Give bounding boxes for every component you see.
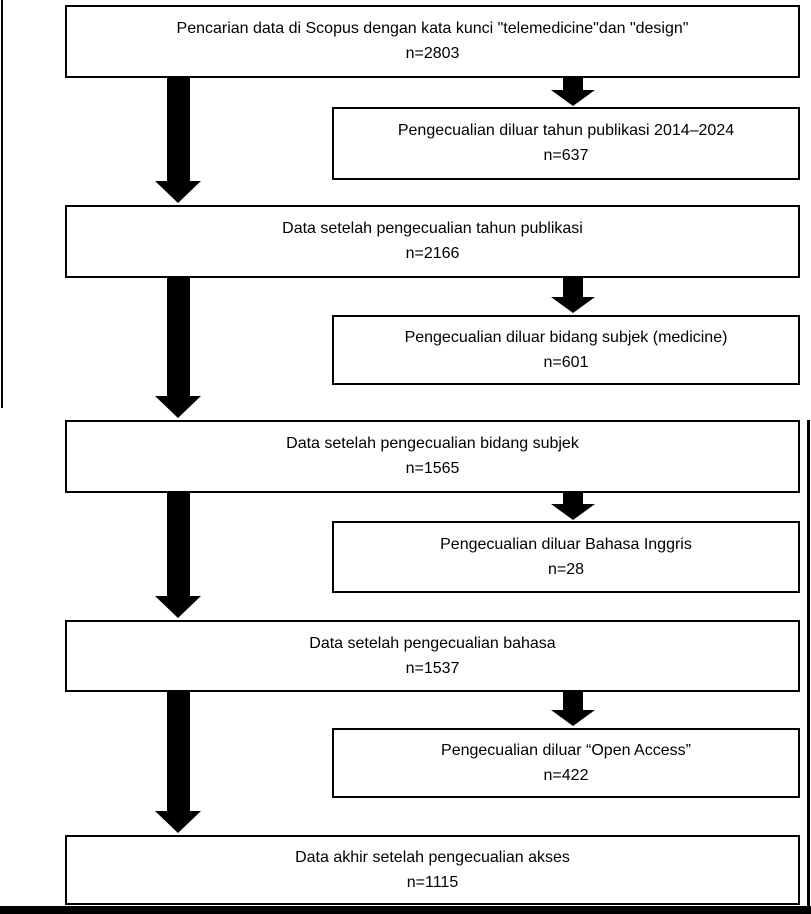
flow-box-count: n=2803 bbox=[405, 45, 460, 63]
down-arrow-main-1 bbox=[155, 78, 201, 203]
arrow-shaft bbox=[167, 493, 190, 596]
arrow-shaft bbox=[167, 278, 190, 396]
flow-box-count: n=1565 bbox=[405, 460, 460, 478]
flow-box-after-year bbox=[65, 205, 800, 278]
flow-box-after-subject bbox=[65, 420, 800, 493]
flow-box-label: Data akhir setelah pengecualian akses bbox=[295, 848, 570, 866]
flow-box-label: Pengecualian diluar Bahasa Inggris bbox=[440, 535, 692, 553]
flow-box-label: Pengecualian diluar tahun publikasi 2014–2024 bbox=[397, 122, 735, 139]
flow-box-after-language bbox=[65, 620, 800, 692]
flow-box-exclusion-language bbox=[332, 521, 800, 593]
down-arrow-exclusion-1 bbox=[551, 78, 595, 106]
arrow-head bbox=[155, 396, 201, 418]
flow-box-exclusion-subject bbox=[332, 315, 800, 385]
arrow-head bbox=[551, 297, 595, 313]
flow-box-label: Data setelah pengecualian bidang subjek bbox=[286, 435, 579, 452]
flow-box-final bbox=[65, 835, 800, 905]
flow-box-label: Pencarian data di Scopus dengan kata kunci "telemedicine"dan "design" bbox=[176, 20, 689, 37]
flow-box-exclusion-access bbox=[332, 728, 800, 798]
flow-box-count: n=601 bbox=[543, 353, 589, 371]
arrow-head bbox=[155, 811, 201, 833]
arrow-head bbox=[155, 181, 201, 203]
down-arrow-main-2 bbox=[155, 278, 201, 418]
flow-box-count: n=1537 bbox=[405, 659, 460, 677]
arrow-shaft bbox=[167, 78, 190, 181]
flow-box-exclusion-year bbox=[332, 107, 800, 180]
arrow-head bbox=[155, 596, 201, 618]
flow-box-count: n=637 bbox=[543, 147, 589, 165]
down-arrow-exclusion-3 bbox=[551, 493, 595, 520]
flow-box-label: Data setelah pengecualian bahasa bbox=[309, 634, 556, 652]
arrow-shaft bbox=[167, 692, 190, 811]
down-arrow-exclusion-2 bbox=[551, 278, 595, 313]
flow-box-label: Pengecualian diluar “Open Access” bbox=[441, 741, 691, 759]
flow-box-count: n=2166 bbox=[405, 245, 460, 263]
flow-box-count: n=1115 bbox=[406, 873, 459, 891]
arrow-head bbox=[551, 90, 595, 106]
arrow-head bbox=[551, 504, 595, 520]
down-arrow-exclusion-4 bbox=[551, 692, 595, 726]
arrow-shaft bbox=[563, 278, 583, 297]
down-arrow-main-4 bbox=[155, 692, 201, 833]
frame-line-left bbox=[1, 0, 3, 408]
arrow-head bbox=[551, 710, 595, 726]
flow-box-count: n=28 bbox=[547, 560, 585, 578]
flow-box-count: n=422 bbox=[543, 766, 589, 784]
frame-line-right bbox=[807, 420, 810, 914]
flow-box-label: Data setelah pengecualian tahun publikasi bbox=[282, 220, 583, 237]
arrow-shaft bbox=[563, 493, 583, 504]
flow-box-label: Pengecualian diluar bidang subjek (medicine) bbox=[404, 328, 728, 346]
frame-line-bottom bbox=[0, 906, 811, 914]
flow-box-search bbox=[65, 5, 800, 78]
down-arrow-main-3 bbox=[155, 493, 201, 618]
arrow-shaft bbox=[563, 692, 583, 710]
arrow-shaft bbox=[563, 78, 583, 90]
